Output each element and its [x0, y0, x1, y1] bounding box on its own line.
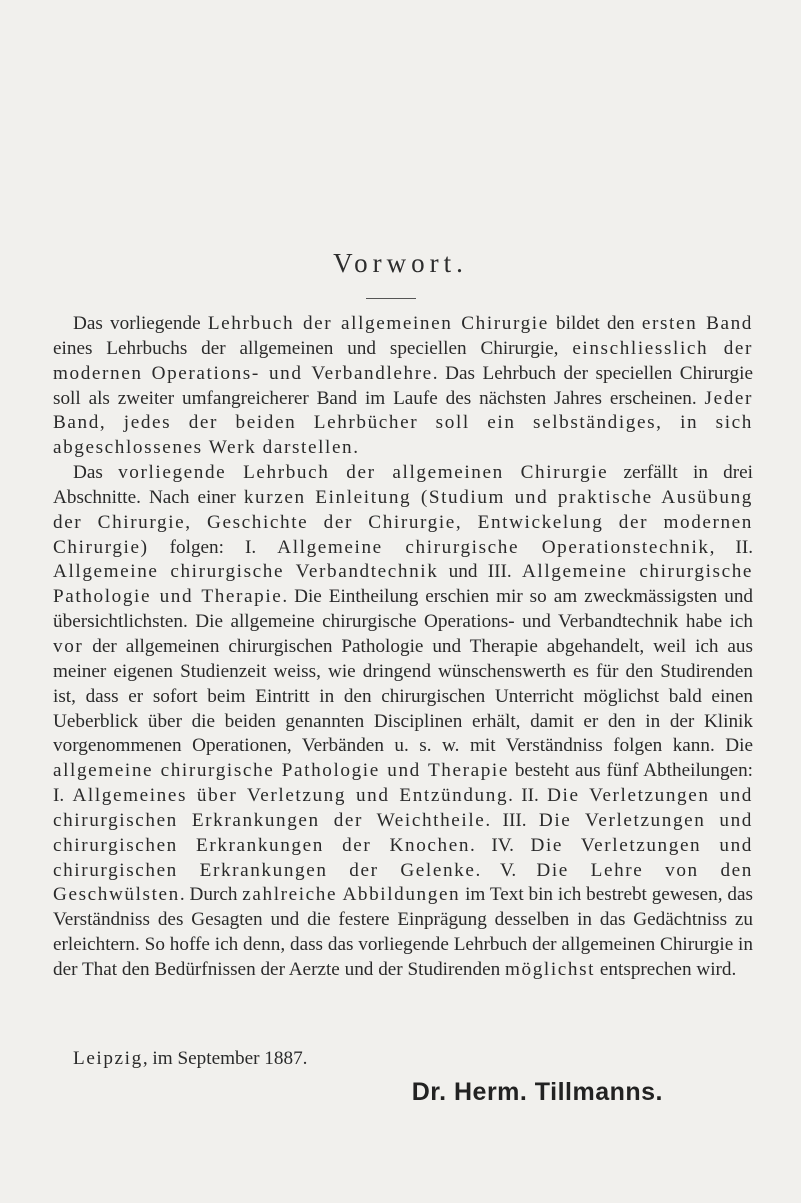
paragraph-2-run: . V.	[475, 859, 537, 881]
paragraph-2-run: Allgemeine chirurgische Operationstechnik	[277, 536, 710, 558]
paragraph-2-run: . Die Eintheilung erschien mir so am zweckmässigsten und übersichtlichsten. Die allgemeine chirurgische Operations- und Verbandtechnik habe ich	[53, 586, 754, 633]
paragraph-1-run: Jeder Band, jedes der beiden Lehrbücher soll ein selbständiges, in sich abgeschlossenes Werk darstellen	[53, 387, 753, 459]
paragraph-2-run: Die Lehre von den Geschwülsten	[53, 859, 753, 906]
paragraph-2-run: . II.	[508, 785, 548, 807]
dateline	[73, 1048, 307, 1070]
author-signature: Dr. Herm. Tillmanns.	[411, 1078, 663, 1106]
paragraph-2-run: der allgemeinen chirurgischen Pathologie und Therapie abgehandelt, weil ich aus meiner eigenen Studienzeit weiss, wie dringend wünschenswerth es für den Studirenden ist, dass er sofort beim Eintritt in den chirurgischen Unterricht möglichst bald einen Ueberblick über die beiden genannten Disciplinen erhält, damit er den in der Klinik vorgenommenen Operationen, Verbänden u. s. w. mit Verständniss folgen kann. Die	[53, 635, 753, 757]
paragraph-2-run: Allgemeines über Verletzung und Entzündung	[72, 785, 509, 807]
paragraph-2-run: zahlreiche Abbildungen	[242, 884, 461, 906]
paragraph-2-run: . Durch	[179, 884, 243, 906]
paragraph-1-run: . Das Lehrbuch der speciellen Chirurgie soll als zweiter umfangreicherer Band im Laufe des nächsten Jahres erscheinen.	[53, 362, 753, 409]
dateline-place: Leipzig	[73, 1048, 143, 1069]
paragraph-1-run: eines Lehrbuchs der allgemeinen und speciellen Chirurgie,	[53, 337, 573, 359]
paragraph-2-run: Allgemeine chirurgische Verbandtechnik	[53, 561, 439, 583]
paragraph-2-run: . III.	[485, 809, 539, 831]
paragraph-2-run: möglichst	[505, 958, 596, 980]
paragraph-2-run: Die Verletzungen und chirurgischen Erkrankungen der Knochen	[53, 809, 754, 856]
paragraph-1-run: einschliesslich der modernen Operations- und Verbandlehre	[53, 337, 753, 384]
paragraph-2-run: . IV.	[470, 834, 531, 856]
paragraph-2-run: vorliegende Lehrbuch der allgemeinen Chirurgie	[118, 462, 609, 484]
paragraph-2-run: entsprechen wird.	[595, 958, 737, 980]
paragraph-1-run: Lehrbuch der allgemeinen Chirurgie	[207, 313, 549, 334]
paragraph-2-run: kurzen Einleitung (Studium und praktische Ausübung der Chirurgie, Geschichte der Chirurgie, Entwickelung der modernen Chirurgie)	[53, 486, 753, 558]
paragraph-2-run: folgen: I.	[148, 536, 278, 558]
dateline-date: , im September 1887.	[142, 1048, 308, 1069]
paragraph-2-run: im Text bin ich bestrebt gewesen, das Verständniss des Gesagten und die festere Einprägung desselben in das Gedächtniss zu erleichtern. So hoffe ich denn, dass das vorliegende Lehrbuch der allgemeinen Chirurgie in der That den Bedürfnissen der Aerzte und der Studirenden	[53, 884, 753, 980]
paragraph-1-run: .	[353, 437, 359, 459]
paragraph-1-run: ersten Band	[641, 313, 753, 334]
paragraph-2-run: und III.	[438, 561, 522, 583]
paragraph-2-run: besteht aus fünf Abtheilungen: I.	[53, 760, 753, 807]
paragraph-2-run: allgemeine chirurgische Pathologie und Therapie	[53, 760, 509, 782]
paragraph-2-run: Das	[73, 462, 119, 484]
paragraph-2-run: Allgemeine chirurgische Pathologie und Therapie	[53, 561, 753, 608]
paragraph-2-run: , II.	[709, 536, 754, 558]
title-divider	[366, 298, 416, 299]
page-title: Vorwort.	[333, 248, 468, 278]
paragraph-2-run: Die Verletzungen und chirurgischen Erkrankungen der Weichtheile	[53, 785, 753, 831]
paragraph-2	[53, 461, 753, 983]
paragraph-2-run: Die Verletzungen und chirurgischen Erkrankungen der Gelenke	[53, 834, 753, 881]
paragraph-1-run: bildet den	[548, 313, 642, 334]
preface-body	[53, 312, 753, 983]
paragraph-1-run: Das vorliegende	[73, 313, 208, 334]
paragraph-2-run: zerfällt in drei Abschnitte. Nach einer	[53, 462, 754, 508]
paragraph-2-run: vor	[53, 635, 84, 657]
paragraph-1	[53, 312, 753, 461]
